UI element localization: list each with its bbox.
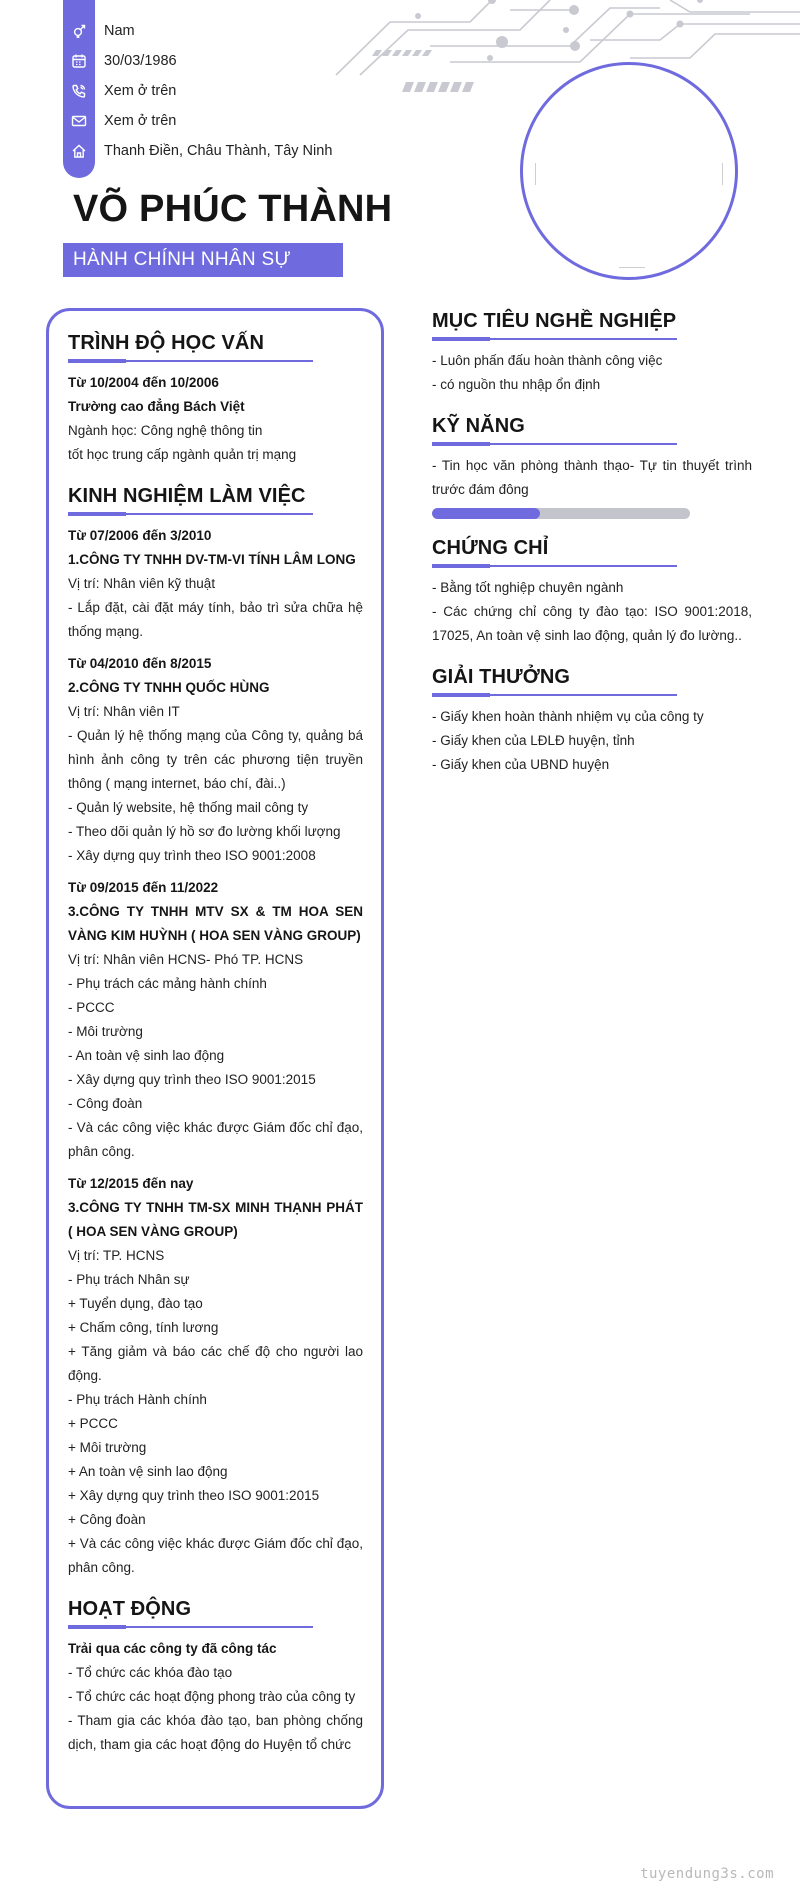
- gender-value: Nam: [104, 23, 135, 39]
- birthday-value: 30/03/1986: [104, 53, 177, 69]
- education-section: [68, 328, 363, 467]
- job-line: - Môi trường: [68, 1024, 143, 1039]
- skills-section: [432, 411, 752, 519]
- section-underline: [432, 694, 677, 696]
- section-title: KỸ NĂNG: [432, 415, 525, 437]
- address-value: Thanh Điền, Châu Thành, Tây Ninh: [104, 143, 333, 159]
- objective-line: - Luôn phấn đấu hoàn thành công việc: [432, 353, 663, 368]
- job-line: Vị trí: Nhân viên HCNS- Phó TP. HCNS: [68, 952, 304, 967]
- phone-icon: [63, 76, 95, 106]
- section-title: HOẠT ĐỘNG: [68, 1598, 192, 1620]
- section-underline: [68, 513, 313, 515]
- section-title: CHỨNG CHỈ: [432, 537, 549, 559]
- skill-level-fill: [432, 508, 540, 519]
- right-column: [432, 306, 752, 777]
- job-company: 3.CÔNG TY TNHH MTV SX & TM HOA SEN VÀNG KIM HUỲNH ( HOA SEN VÀNG GROUP): [68, 904, 363, 943]
- job-line: + Xây dựng quy trình theo ISO 9001:2015: [68, 1488, 320, 1503]
- job-line: - Phụ trách các mảng hành chính: [68, 976, 267, 991]
- experience-section: [68, 481, 363, 1580]
- job-line: - An toàn vệ sinh lao động: [68, 1048, 225, 1063]
- contact-gender: [63, 16, 135, 46]
- job-company: 1.CÔNG TY TNHH DV-TM-VI TÍNH LÂM LONG: [68, 552, 356, 567]
- candidate-position: HÀNH CHÍNH NHÂN SỰ: [63, 243, 343, 277]
- job-line: + Tăng giảm và báo các chế độ cho người lao động.: [68, 1344, 363, 1383]
- candidate-name: VÕ PHÚC THÀNH: [73, 188, 393, 230]
- section-underline: [432, 443, 677, 445]
- job-company: 3.CÔNG TY TNHH TM-SX MINH THẠNH PHÁT ( HOA SEN VÀNG GROUP): [68, 1200, 363, 1239]
- section-title: KINH NGHIỆM LÀM VIỆC: [68, 485, 306, 507]
- job-line: + An toàn vệ sinh lao động: [68, 1464, 228, 1479]
- job-line: + Môi trường: [68, 1440, 147, 1455]
- objective-line: - có nguồn thu nhập ổn định: [432, 377, 601, 392]
- award-line: - Giấy khen của LĐLĐ huyện, tỉnh: [432, 733, 635, 748]
- job-line: + Tuyển dụng, đào tạo: [68, 1296, 203, 1311]
- award-line: - Giấy khen của UBND huyện: [432, 757, 610, 772]
- job-period: Từ 04/2010 đến 8/2015: [68, 656, 212, 671]
- education-school: Trường cao đẳng Bách Việt: [68, 399, 245, 414]
- job-entry: [68, 876, 363, 1164]
- job-period: Từ 12/2015 đến nay: [68, 1176, 194, 1191]
- section-underline: [68, 360, 313, 362]
- watermark: tuyendung3s.com: [640, 1866, 774, 1882]
- section-underline: [432, 565, 677, 567]
- skills-text: - Tin học văn phòng thành thạo- Tự tin thuyết trình trước đám đông: [432, 458, 752, 497]
- certificate-line: - Bằng tốt nghiệp chuyên ngành: [432, 580, 624, 595]
- awards-section: [432, 662, 752, 777]
- left-column: [68, 328, 363, 1757]
- activity-line: - Tổ chức các hoạt động phong trào của công ty: [68, 1689, 356, 1704]
- education-major: Ngành học: Công nghệ thông tin: [68, 423, 263, 438]
- job-line: + Và các công việc khác được Giám đốc chỉ đạo, phân công.: [68, 1536, 363, 1575]
- contact-address: [63, 136, 332, 166]
- job-line: Vị trí: Nhân viên kỹ thuật: [68, 576, 216, 591]
- job-line: - Công đoàn: [68, 1096, 143, 1111]
- job-line: - Xây dựng quy trình theo ISO 9001:2015: [68, 1072, 316, 1087]
- section-title: MỤC TIÊU NGHỀ NGHIỆP: [432, 310, 677, 332]
- job-line: - PCCC: [68, 1000, 115, 1015]
- activity-line: - Tổ chức các khóa đào tạo: [68, 1665, 233, 1680]
- job-line: - Và các công việc khác được Giám đốc chỉ đạo, phân công.: [68, 1120, 363, 1159]
- calendar-icon: [63, 46, 95, 76]
- job-line: - Quản lý hệ thống mạng của Công ty, quảng bá hình ảnh công ty trên các phương tiện truyền thông ( mạng internet, báo chí, đài..): [68, 728, 363, 791]
- education-period: Từ 10/2004 đến 10/2006: [68, 375, 219, 390]
- objective-section: [432, 306, 752, 397]
- section-underline: [68, 1626, 313, 1628]
- job-line: + PCCC: [68, 1416, 118, 1431]
- section-title: TRÌNH ĐỘ HỌC VẤN: [68, 332, 265, 354]
- activity-line: - Tham gia các khóa đào tạo, ban phòng chống dịch, tham gia các hoạt động do Huyện tổ chức: [68, 1713, 363, 1752]
- certificates-section: [432, 533, 752, 648]
- gender-icon: [63, 16, 95, 46]
- email-value: Xem ở trên: [104, 113, 177, 129]
- job-line: - Quản lý website, hệ thống mail công ty: [68, 800, 309, 815]
- job-line: Vị trí: Nhân viên IT: [68, 704, 180, 719]
- job-line: Vị trí: TP. HCNS: [68, 1248, 165, 1263]
- certificate-line: - Các chứng chỉ công ty đào tạo: ISO 9001:2018, 17025, An toàn vệ sinh lao động, quản lý đo lường..: [432, 604, 752, 643]
- education-note: tốt học trung cấp ngành quản trị mạng: [68, 447, 297, 462]
- award-line: - Giấy khen hoàn thành nhiệm vụ của công ty: [432, 709, 704, 724]
- job-line: - Phụ trách Hành chính: [68, 1392, 207, 1407]
- mail-icon: [63, 106, 95, 136]
- job-entry: [68, 1172, 363, 1580]
- job-entry: [68, 524, 363, 644]
- phone-value: Xem ở trên: [104, 83, 177, 99]
- home-icon: [63, 136, 95, 166]
- job-company: 2.CÔNG TY TNHH QUỐC HÙNG: [68, 680, 270, 695]
- section-underline: [432, 338, 677, 340]
- section-title: GIẢI THƯỞNG: [432, 666, 571, 688]
- job-line: + Công đoàn: [68, 1512, 146, 1527]
- job-line: - Phụ trách Nhân sự: [68, 1272, 190, 1287]
- job-period: Từ 09/2015 đến 11/2022: [68, 880, 219, 895]
- job-line: + Chấm công, tính lương: [68, 1320, 219, 1335]
- contact-email: [63, 106, 176, 136]
- activities-heading: Trải qua các công ty đã công tác: [68, 1641, 277, 1656]
- activities-section: [68, 1594, 363, 1757]
- job-entry: [68, 652, 363, 868]
- job-line: - Theo dõi quản lý hồ sơ đo lường khối lượng: [68, 824, 341, 839]
- job-line: - Lắp đặt, cài đặt máy tính, bảo trì sửa chữa hệ thống mạng.: [68, 600, 363, 639]
- contact-birthday: [63, 46, 177, 76]
- job-line: - Xây dựng quy trình theo ISO 9001:2008: [68, 848, 316, 863]
- skill-level-bar: [432, 508, 690, 519]
- job-period: Từ 07/2006 đến 3/2010: [68, 528, 212, 543]
- contact-phone: [63, 76, 176, 106]
- avatar: [520, 62, 738, 280]
